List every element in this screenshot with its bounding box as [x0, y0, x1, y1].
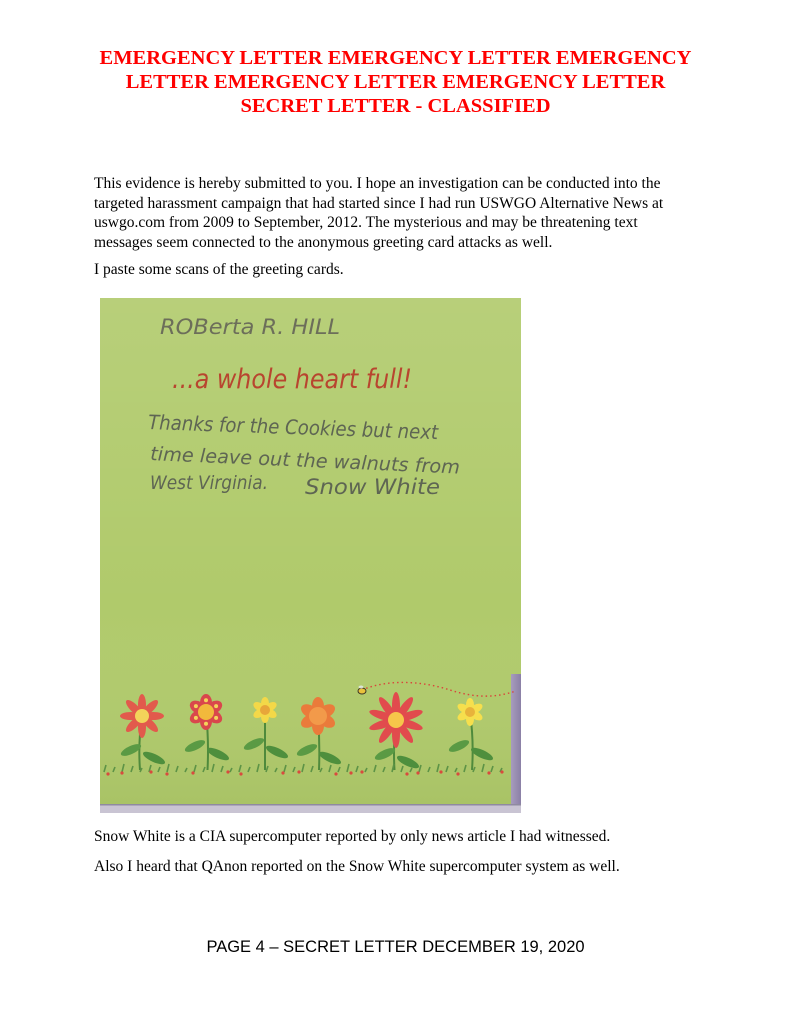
flower-center: [198, 704, 214, 720]
grass-dot: [349, 771, 352, 774]
card-headline-handwriting: ...a whole heart full!: [172, 364, 412, 395]
document-title: [0, 46, 791, 118]
flower-center: [388, 712, 404, 728]
petal-dot: [194, 704, 198, 708]
grass-dot: [239, 772, 242, 775]
title-line: SECRET LETTER - CLASSIFIED: [240, 95, 551, 117]
paragraph-line: This evidence is hereby submitted to you. I hope an investigation can be conducted into the: [94, 175, 661, 192]
grass-dot: [191, 771, 194, 774]
grass-dot: [405, 772, 408, 775]
grass-dot: [334, 772, 337, 775]
page-footer: PAGE 4 – SECRET LETTER DECEMBER 19, 2020: [206, 938, 585, 956]
card-message-line: Thanks for the Cookies but next: [147, 410, 469, 446]
card-signature-handwriting: Snow White: [305, 475, 440, 499]
grass-dot: [439, 770, 442, 773]
grass-dot: [297, 770, 300, 773]
card-message-line: time leave out the walnuts from: [149, 443, 456, 479]
card-recipient-handwriting: ROBerta R. HILL: [160, 315, 340, 339]
petal-dot: [204, 698, 208, 702]
title-line: LETTER EMERGENCY LETTER EMERGENCY LETTER: [125, 71, 666, 93]
scan-intro-paragraph: I paste some scans of the greeting cards.: [94, 261, 344, 278]
grass-dot: [281, 771, 284, 774]
grass-dot: [149, 770, 152, 773]
card-bottom-line: [100, 804, 521, 806]
grass-dot: [120, 771, 123, 774]
title-line: EMERGENCY LETTER EMERGENCY LETTER EMERGENCY: [99, 47, 692, 69]
closing-paragraph: Also I heard that QAnon reported on the Snow White supercomputer system as well.: [94, 858, 620, 875]
flower-center: [309, 707, 327, 725]
card-right-edge: [511, 674, 521, 808]
grass-dot: [416, 771, 419, 774]
flower-center: [260, 705, 270, 715]
petal-dot: [214, 704, 218, 708]
flower-center: [135, 709, 149, 723]
closing-paragraph: Snow White is a CIA supercomputer reported by only news article I had witnessed.: [94, 828, 611, 845]
petal-dot: [204, 722, 208, 726]
flower-center: [465, 707, 475, 717]
greeting-card-scan: [100, 298, 521, 813]
paragraph-line: uswgo.com from 2009 to September, 2012. The mysterious and may be threatening text: [94, 214, 638, 232]
grass-dot: [106, 772, 109, 775]
grass-dot: [165, 772, 168, 775]
grass-dot: [487, 771, 490, 774]
card-message-line: West Virginia.: [150, 472, 268, 494]
intro-paragraph: [94, 174, 663, 253]
petal-dot: [194, 716, 198, 720]
grass-dot: [456, 772, 459, 775]
petal-dot: [214, 716, 218, 720]
paragraph-line: messages seem connected to the anonymous greeting card attacks as well.: [94, 234, 553, 252]
paragraph-line: targeted harassment campaign that had started since I had run USWGO Alternative News at: [94, 194, 664, 212]
grass-dot: [226, 770, 229, 773]
grass-dot: [500, 770, 503, 773]
grass-dot: [360, 770, 363, 773]
